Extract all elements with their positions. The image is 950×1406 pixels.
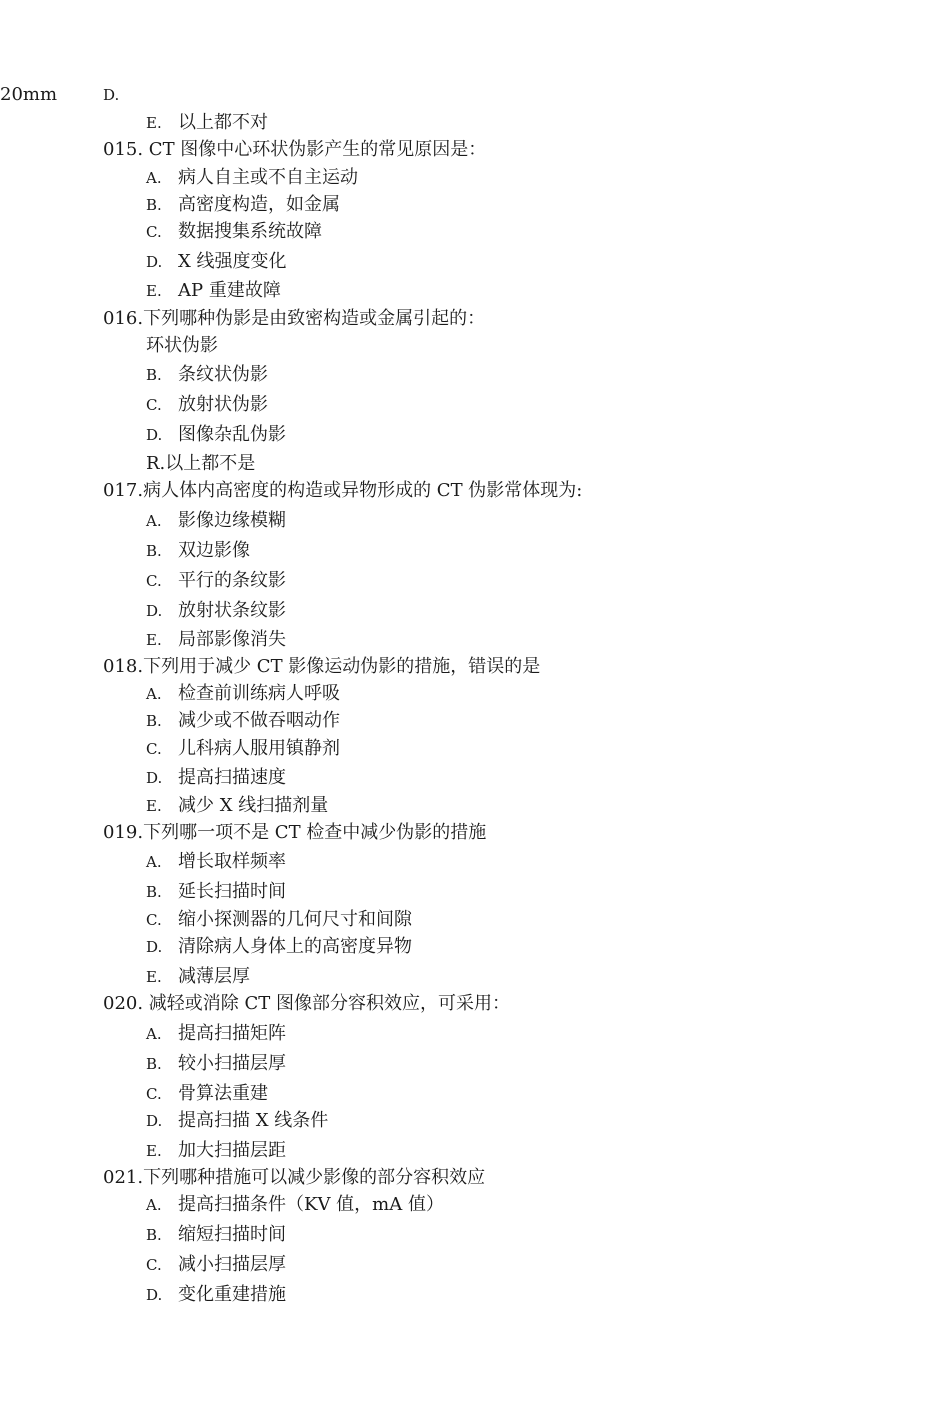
option-letter: E. <box>146 797 162 815</box>
option-letter: C. <box>146 572 162 590</box>
option-text: AP 重建故障 <box>178 280 281 301</box>
option-text: X 线强度变化 <box>178 251 287 272</box>
option-text: 提高扫描速度 <box>178 767 286 788</box>
option-item <box>0 1137 950 1165</box>
option-letter: B. <box>146 1055 162 1073</box>
option-text: 放射状伪影 <box>178 394 268 415</box>
question-text: 018.下列用于减少 CT 影像运动伪影的措施，错误的是 <box>103 656 541 677</box>
option-letter: A. <box>146 169 162 187</box>
option-letter: B. <box>146 1226 162 1244</box>
option-letter: B. <box>146 196 162 214</box>
option-item <box>0 764 950 792</box>
option-text: 平行的条纹影 <box>178 570 286 591</box>
option-text: 环状伪影 <box>146 335 218 356</box>
option-item <box>0 81 950 109</box>
option-item <box>0 933 950 961</box>
option-text: 数据搜集系统故障 <box>178 221 322 242</box>
option-item <box>0 1080 950 1108</box>
option-item <box>0 218 950 246</box>
option-item <box>0 537 950 565</box>
option-text: 病人自主或不自主运动 <box>178 167 358 188</box>
option-text: 20mm <box>0 84 58 105</box>
option-item <box>0 1050 950 1078</box>
option-letter: B. <box>146 542 162 560</box>
option-text: 缩短扫描时间 <box>178 1224 286 1245</box>
question-stem <box>0 477 950 505</box>
option-text: 提高扫描矩阵 <box>178 1023 286 1044</box>
option-letter: D. <box>146 1286 163 1304</box>
option-letter: E. <box>146 114 162 132</box>
option-letter: D. <box>146 769 163 787</box>
option-letter: D. <box>103 86 120 104</box>
option-letter: C. <box>146 396 162 414</box>
option-item <box>0 1191 950 1219</box>
option-letter: D. <box>146 253 163 271</box>
question-stem <box>0 653 950 681</box>
option-item <box>0 164 950 192</box>
option-letter: B. <box>146 366 162 384</box>
option-text: 儿科病人服用镇静剂 <box>178 738 340 759</box>
option-text: 高密度构造，如金属 <box>178 194 340 215</box>
question-stem <box>0 1164 950 1192</box>
option-letter: A. <box>146 853 162 871</box>
question-stem <box>0 990 950 1018</box>
option-letter: D. <box>146 426 163 444</box>
option-letter: E. <box>146 631 162 649</box>
option-text: 提高扫描 X 线条件 <box>178 1110 329 1131</box>
option-item <box>0 792 950 820</box>
option-letter: E. <box>146 968 162 986</box>
option-item <box>0 277 950 305</box>
option-letter: D. <box>146 602 163 620</box>
option-letter: A. <box>146 685 162 703</box>
option-item <box>0 109 950 137</box>
option-letter: A. <box>146 1196 162 1214</box>
option-item <box>0 680 950 708</box>
option-item <box>0 507 950 535</box>
option-letter: C. <box>146 1256 162 1274</box>
option-letter: B. <box>146 712 162 730</box>
option-item <box>0 391 950 419</box>
option-text: 影像边缘模糊 <box>178 510 286 531</box>
option-letter: C. <box>146 740 162 758</box>
option-text: 变化重建措施 <box>178 1284 286 1305</box>
option-item <box>0 848 950 876</box>
option-letter: A. <box>146 512 162 530</box>
option-item <box>0 361 950 389</box>
option-text: 放射状条纹影 <box>178 600 286 621</box>
question-text: 016.下列哪种伪影是由致密构造或金属引起的： <box>103 308 486 329</box>
option-item <box>0 735 950 763</box>
option-text: 条纹状伪影 <box>178 364 268 385</box>
option-text: 减少或不做吞咽动作 <box>178 710 340 731</box>
question-text: 015. CT 图像中心环状伪影产生的常见原因是： <box>103 139 487 160</box>
option-item <box>0 191 950 219</box>
option-item <box>0 963 950 991</box>
option-text: 骨算法重建 <box>178 1083 268 1104</box>
option-item <box>0 1251 950 1279</box>
question-stem <box>0 819 950 847</box>
question-stem <box>0 305 950 333</box>
option-item <box>0 421 950 449</box>
option-letter: E. <box>146 282 162 300</box>
question-text: 020. 减轻或消除 CT 图像部分容积效应，可采用： <box>103 993 511 1014</box>
option-text: 减小扫描层厚 <box>178 1254 286 1275</box>
option-item <box>0 248 950 276</box>
option-item <box>0 707 950 735</box>
option-letter: A. <box>146 1025 162 1043</box>
option-text: 加大扫描层距 <box>178 1140 286 1161</box>
option-text: 双边影像 <box>178 540 250 561</box>
option-text: 清除病人身体上的高密度异物 <box>178 936 412 957</box>
question-text: 017.病人体内高密度的构造或异物形成的 CT 伪影常体现为: <box>103 480 583 501</box>
option-plain <box>0 450 950 478</box>
option-item <box>0 1020 950 1048</box>
option-text: 减薄层厚 <box>178 966 250 987</box>
option-letter: E. <box>146 1142 162 1160</box>
option-text: 图像杂乱伪影 <box>178 424 286 445</box>
question-text: 021.下列哪种措施可以减少影像的部分容积效应 <box>103 1167 486 1188</box>
option-plain <box>0 332 950 360</box>
option-item <box>0 597 950 625</box>
option-item <box>0 567 950 595</box>
option-item <box>0 1107 950 1135</box>
option-letter: C. <box>146 223 162 241</box>
option-letter: B. <box>146 883 162 901</box>
option-item <box>0 878 950 906</box>
option-text: 局部影像消失 <box>178 629 286 650</box>
option-text: 以上都不对 <box>178 112 268 133</box>
option-item <box>0 1281 950 1309</box>
option-text: 增长取样频率 <box>178 851 286 872</box>
option-text: 缩小探测器的几何尺寸和间隙 <box>178 909 412 930</box>
option-letter: D. <box>146 938 163 956</box>
option-item <box>0 1221 950 1249</box>
option-letter: C. <box>146 911 162 929</box>
option-letter: C. <box>146 1085 162 1103</box>
option-text: 延长扫描时间 <box>178 881 286 902</box>
option-text: R.以上都不是 <box>146 453 256 474</box>
question-text: 019.下列哪一项不是 CT 检查中减少伪影的措施 <box>103 822 487 843</box>
option-text: 较小扫描层厚 <box>178 1053 286 1074</box>
option-item <box>0 906 950 934</box>
option-text: 检查前训练病人呼吸 <box>178 683 340 704</box>
option-letter: D. <box>146 1112 163 1130</box>
question-stem <box>0 136 950 164</box>
option-text: 提高扫描条件（KV 值，mA 值） <box>178 1194 444 1215</box>
option-item <box>0 626 950 654</box>
option-text: 减少 X 线扫描剂量 <box>178 795 329 816</box>
